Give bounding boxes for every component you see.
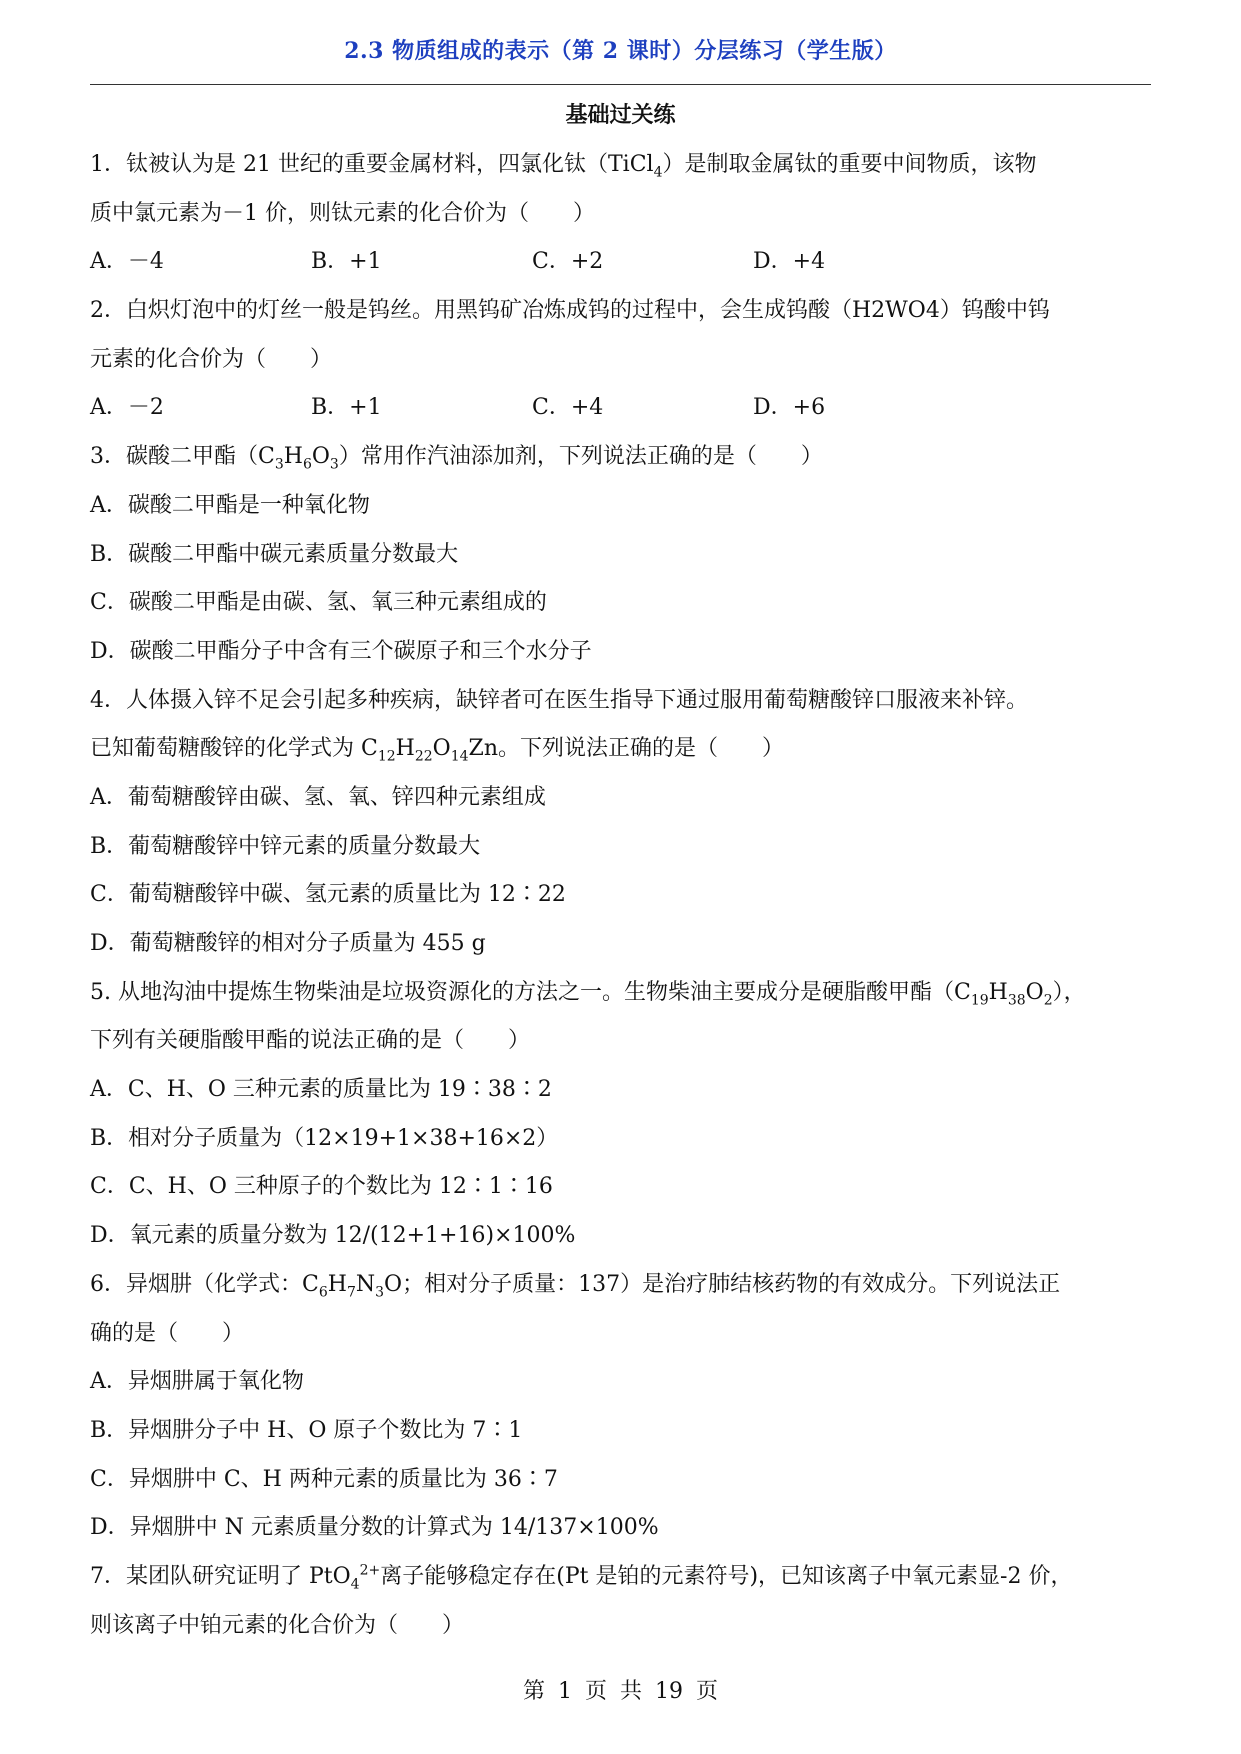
question-5-line-2: 下列有关硬脂酸甲酯的说法正确的是（ ） [90,1028,531,1054]
question-3-option-b: B．碳酸二甲酯中碳元素质量分数最大 [90,541,459,567]
question-3-option-a: A．碳酸二甲酯是一种氧化物 [90,492,370,518]
question-1-line-2: 质中氯元素为－1 价，则钛元素的化合价为（ ） [90,200,595,226]
question-4-line-1: 4．人体摄入锌不足会引起多种疾病，缺锌者可在医生指导下通过服用葡萄糖酸锌口服液来补锌。 [90,687,1029,713]
current-page-number: 1 [557,1679,572,1704]
option-b: B．+1 [311,395,382,421]
page-footer: 第 1 页 共 19 页 [522,1679,719,1704]
question-6-option-b: B．异烟肼分子中 H、O 原子个数比为 7∶1 [90,1417,523,1443]
question-4-option-c: C．葡萄糖酸锌中碳、氢元素的质量比为 12∶22 [90,882,566,908]
question-4-option-b: B．葡萄糖酸锌中锌元素的质量分数最大 [90,833,481,859]
question-5-option-d: D．氧元素的质量分数为 12/(12+1+16)×100% [90,1223,576,1249]
question-5-option-c: C．C、H、O 三种原子的个数比为 12∶1∶16 [90,1174,553,1200]
question-1-options [90,238,1165,287]
question-2-options [90,384,1165,433]
question-5-option-a: A．C、H、O 三种元素的质量比为 19∶38∶2 [90,1077,552,1103]
option-c: C．+2 [532,249,604,275]
option-d: D．+4 [753,249,826,275]
option-a: A．－2 [90,395,164,421]
option-a: A．－4 [90,249,164,275]
question-4-line-2: 已知葡萄糖酸锌的化学式为 $C_{12}H_{22}O_{14}Zn$。下列说法正确的是（ ） [90,736,785,765]
question-7-line-2: 则该离子中铂元素的化合价为（ ） [90,1612,465,1638]
section-title: 基础过关练 [565,102,676,128]
question-3-stem: 3．碳酸二甲酯$(C_3H_6O_3)$常用作汽油添加剂，下列说法正确的是（ ） [90,444,823,473]
question-2-line-1: 2．白炽灯泡中的灯丝一般是钨丝。用黑钨矿冶炼成钨的过程中，会生成钨酸（H2WO4）钨酸中钨 [90,298,1050,324]
question-6-option-a: A．异烟肼属于氧化物 [90,1369,304,1395]
question-4-option-d: D．葡萄糖酸锌的相对分子质量为 455 g [90,931,486,956]
question-3-option-d: D．碳酸二甲酯分子中含有三个碳原子和三个水分子 [90,638,592,664]
question-6-line-2: 确的是（ ） [90,1320,245,1346]
option-b: B．+1 [311,249,382,275]
option-d: D．+6 [753,395,826,421]
total-page-count: 19 [655,1679,684,1704]
question-1-line-1: 1．钛被认为是 21 世纪的重要金属材料，四氯化钛（TiCl$_4$）是制取金属钛的重要中间物质，该物 [90,152,1037,181]
question-3-option-c: C．碳酸二甲酯是由碳、氢、氧三种元素组成的 [90,590,547,616]
question-6-option-d: D．异烟肼中 N 元素质量分数的计算式为 14/137×100% [90,1515,659,1541]
option-c: C．+4 [532,395,604,421]
question-list [90,141,1165,1650]
question-6-option-c: C．异烟肼中 C、H 两种元素的质量比为 36∶7 [90,1466,558,1492]
question-5-option-b: B．相对分子质量为（12×19+1×38+16×2） [90,1125,559,1151]
header-title: 2.3 物质组成的表示（第 2 课时）分层练习（学生版） [344,38,897,64]
question-7-line-1: 7．某团队研究证明了 PtO$_4^{2+}$离子能够稳定存在(Pt 是铂的元素符号)，已知该离子中氧元素显-2 价， [90,1562,1073,1593]
question-2-line-2: 元素的化合价为（ ） [90,346,333,372]
question-4-option-a: A．葡萄糖酸锌由碳、氢、氧、锌四种元素组成 [90,784,546,810]
question-6-line-1: 6．异烟肼（化学式：$C_6H_7N_3O$；相对分子质量：137）是治疗肺结核药物的有效成分。下列说法正 [90,1271,1061,1301]
question-5-line-1: 5. 从地沟油中提炼生物柴油是垃圾资源化的方法之一。生物柴油主要成分是硬脂酸甲酯$(C_{19}H_{38}O_2)$， [90,979,1086,1009]
header-divider [90,84,1151,85]
